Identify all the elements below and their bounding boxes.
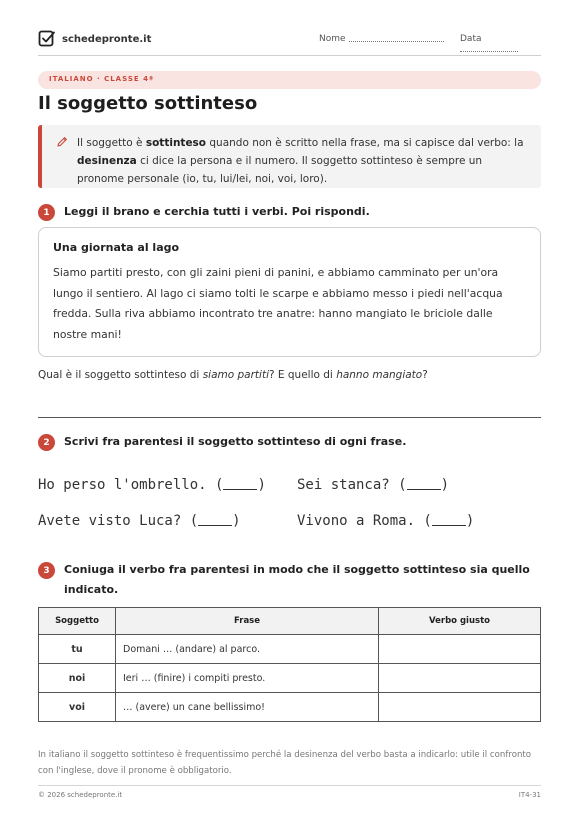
sentence-text: Vivono a Roma. ( bbox=[297, 513, 432, 529]
name-label: Nome bbox=[319, 34, 346, 44]
table-row bbox=[39, 635, 541, 664]
question-part: ? bbox=[422, 369, 428, 381]
brand-logo bbox=[38, 30, 151, 48]
exercise-1-header bbox=[38, 204, 370, 222]
sentence-1 bbox=[38, 477, 266, 493]
question-part: ? E quello di bbox=[269, 369, 337, 381]
sentence-close: ) bbox=[440, 477, 450, 493]
teacher-note: In italiano il soggetto sottinteso è frequentissimo perché la desinenza del verbo basta a indicarlo: utile il confronto con l'inglese, dove il pronome è obbligatorio. bbox=[38, 750, 532, 776]
pencil-icon bbox=[56, 136, 68, 148]
date-label: Data bbox=[460, 34, 482, 44]
exercise-1-instruction: Leggi il brano e cerchia tutti i verbi. Poi rispondi. bbox=[64, 205, 370, 218]
table-row bbox=[39, 664, 541, 693]
name-field[interactable] bbox=[319, 34, 444, 44]
page-header bbox=[38, 30, 541, 56]
date-field[interactable] bbox=[460, 34, 541, 54]
name-line[interactable] bbox=[349, 41, 444, 42]
question-verb-1: siamo partiti bbox=[202, 369, 269, 381]
brand-name: schedepronte.it bbox=[62, 33, 152, 45]
story-title: Una giornata al lago bbox=[53, 241, 180, 254]
copyright: © 2026 schedepronte.it bbox=[38, 791, 123, 799]
exercise-2-number: 2 bbox=[38, 434, 55, 451]
cell-answer[interactable] bbox=[379, 693, 541, 722]
exercise-3-header bbox=[38, 562, 534, 600]
answer-line[interactable] bbox=[38, 417, 541, 418]
sentence-close: ) bbox=[232, 513, 241, 529]
sentence-text: Sei stanca? ( bbox=[297, 477, 407, 493]
checkbox-logo-icon bbox=[38, 30, 56, 48]
cell-answer[interactable] bbox=[379, 664, 541, 693]
cell-answer[interactable] bbox=[379, 635, 541, 664]
sentence-close: ) bbox=[465, 513, 475, 529]
rule-box bbox=[38, 125, 541, 188]
subject-badge bbox=[38, 71, 541, 89]
question-verb-2: hanno mangiato bbox=[336, 369, 423, 381]
conjugation-table bbox=[38, 607, 541, 722]
sentence-close: ) bbox=[257, 477, 266, 493]
exercise-3-number: 3 bbox=[38, 562, 55, 579]
answer-blank[interactable] bbox=[432, 514, 466, 526]
sentence-text: Avete visto Luca? ( bbox=[38, 513, 199, 529]
column-header-phrase: Frase bbox=[116, 608, 379, 635]
rule-text-part: Il soggetto è bbox=[77, 137, 146, 149]
exercise-2-instruction: Scrivi fra parentesi il soggetto sottinteso di ogni frase. bbox=[64, 435, 407, 448]
rule-text bbox=[77, 134, 532, 188]
story-box bbox=[38, 227, 541, 357]
page-title: Il soggetto sottinteso bbox=[38, 93, 258, 114]
rule-keyword-desinenza: desinenza bbox=[77, 155, 137, 167]
table-row bbox=[39, 693, 541, 722]
exercise-1-number: 1 bbox=[38, 204, 55, 221]
story-text: Siamo partiti presto, con gli zaini pieni di panini, e abbiamo camminato per un'ora lungo il sentiero. Al lago ci siamo tolti le scarpe e abbiamo messo i piedi nell'acqua fredda. Sulla riva abbiamo incontrato tre anatre: hanno mangiato le briciole dalle nostre mani! bbox=[53, 266, 503, 341]
question-part: Qual è il soggetto sottinteso di bbox=[38, 369, 203, 381]
rule-text-part: ci dice la persona e il numero. Il soggetto sottinteso è sempre un pronome personale (io, tu, lui/lei, noi, voi, loro). bbox=[77, 155, 483, 185]
cell-phrase: Domani … (andare) al parco. bbox=[116, 635, 379, 664]
date-line[interactable] bbox=[460, 51, 518, 52]
cell-phrase: Ieri … (finire) i compiti presto. bbox=[116, 664, 379, 693]
rule-text-part: quando non è scritto nella frase, ma si capisce dal verbo: la bbox=[206, 137, 524, 149]
exercise-2-header bbox=[38, 434, 406, 452]
cell-subject: tu bbox=[39, 635, 116, 664]
sentence-3 bbox=[38, 513, 241, 529]
page-footer bbox=[38, 785, 541, 799]
answer-blank[interactable] bbox=[223, 478, 257, 490]
sentence-4 bbox=[297, 513, 474, 529]
column-header-subject: Soggetto bbox=[39, 608, 116, 635]
cell-phrase: … (avere) un cane bellissimo! bbox=[116, 693, 379, 722]
exercise-3-instruction: Coniuga il verbo fra parentesi in modo che il soggetto sottinteso sia quello indicato. bbox=[64, 563, 530, 596]
worksheet-code: IT4-31 bbox=[518, 791, 541, 799]
answer-blank[interactable] bbox=[407, 478, 441, 490]
table-header-row bbox=[39, 608, 541, 635]
subject-badge-text: ITALIANO · CLASSE 4ª bbox=[49, 75, 154, 83]
column-header-answer: Verbo giusto bbox=[379, 608, 541, 635]
cell-subject: noi bbox=[39, 664, 116, 693]
answer-blank[interactable] bbox=[198, 514, 232, 526]
sentence-2 bbox=[297, 477, 449, 493]
sentence-text: Ho perso l'ombrello. ( bbox=[38, 477, 224, 493]
rule-keyword-sottinteso: sottinteso bbox=[145, 137, 207, 149]
exercise-1-question bbox=[38, 369, 428, 381]
cell-subject: voi bbox=[39, 693, 116, 722]
